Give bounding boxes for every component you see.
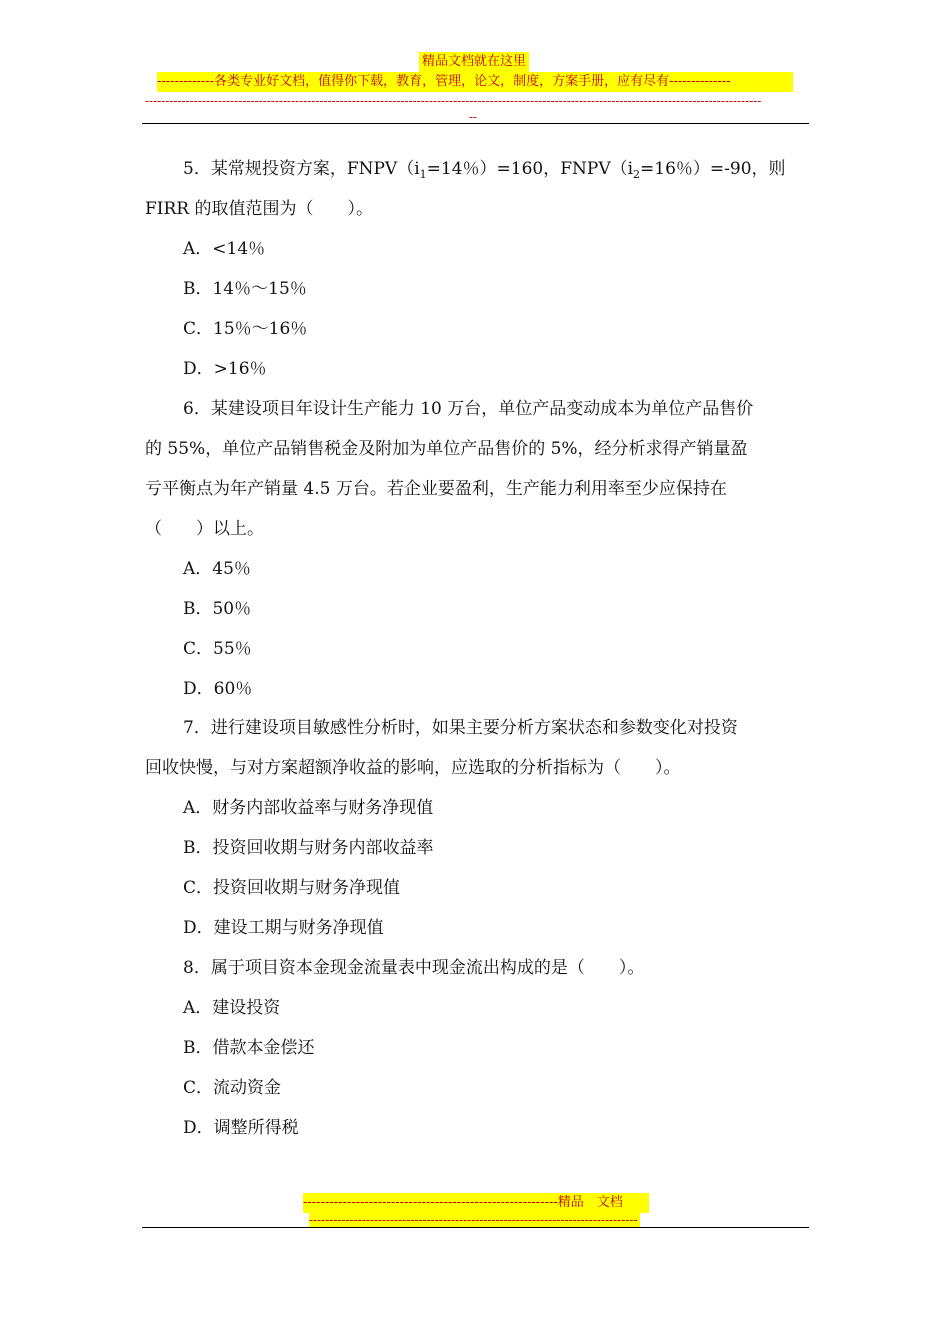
question-5-line-1 bbox=[183, 159, 786, 179]
q5-option-a: A．<14％ bbox=[183, 239, 266, 259]
question-7-line-2: 回收快慢，与对方案超额净收益的影响，应选取的分析指标为（ ）。 bbox=[145, 758, 681, 778]
q5-option-c: C．15％～16％ bbox=[183, 319, 308, 339]
q5-subscript-1: 1 bbox=[419, 168, 427, 181]
footer-rule bbox=[142, 1227, 809, 1228]
footer-banner: ----------------------------------------------------------精品 文档 bbox=[303, 1193, 649, 1213]
question-6-line-2: 的 55%，单位产品销售税金及附加为单位产品售价的 5%，经分析求得产销量盈 bbox=[145, 439, 748, 459]
q6-option-c: C．55％ bbox=[183, 639, 252, 659]
q7-option-b: B．投资回收期与财务内部收益率 bbox=[183, 838, 434, 858]
header-rule bbox=[142, 123, 809, 124]
q5-text-a: 5．某常规投资方案，FNPV（i bbox=[183, 159, 420, 179]
header-dash-tail: -- bbox=[469, 110, 478, 124]
q5-option-b: B．14％～15％ bbox=[183, 279, 307, 299]
q7-option-c: C．投资回收期与财务净现值 bbox=[183, 878, 401, 898]
q7-option-d: D．建设工期与财务净现值 bbox=[183, 918, 384, 938]
q6-option-a: A．45％ bbox=[183, 559, 251, 579]
footer-dash-line: --------------------------------------------------------------------------------- bbox=[309, 1213, 640, 1227]
q7-option-a: A．财务内部收益率与财务净现值 bbox=[183, 798, 434, 818]
question-6-line-1: 6．某建设项目年设计生产能力 10 万台，单位产品变动成本为单位产品售价 bbox=[183, 399, 754, 419]
q6-option-d: D．60％ bbox=[183, 679, 253, 699]
q5-text-b: =14％）=160，FNPV（i bbox=[426, 159, 634, 179]
q8-option-c: C．流动资金 bbox=[183, 1078, 282, 1098]
question-6-line-3: 亏平衡点为年产销量 4.5 万台。若企业要盈利，生产能力利用率至少应保持在 bbox=[145, 479, 727, 499]
question-5-line-2: FIRR 的取值范围为（ ）。 bbox=[145, 199, 374, 219]
q6-option-b: B．50％ bbox=[183, 599, 252, 619]
q5-option-d: D．>16％ bbox=[183, 359, 267, 379]
question-7-line-1: 7．进行建设项目敏感性分析时，如果主要分析方案状态和参数变化对投资 bbox=[183, 718, 738, 738]
header-dash-line: -------------------------------------------------------------------------------------------------------------------------------------------------------- bbox=[145, 94, 762, 108]
header-banner: -------------各类专业好文档，值得你下载，教育，管理，论文，制度，方案手册，应有尽有-------------- bbox=[157, 72, 793, 92]
q5-subscript-2: 2 bbox=[633, 168, 641, 181]
question-6-line-4: （ ）以上。 bbox=[145, 519, 264, 539]
header-title: 精品文档就在这里 bbox=[419, 52, 529, 72]
q8-option-d: D．调整所得税 bbox=[183, 1118, 299, 1138]
q8-option-b: B．借款本金偿还 bbox=[183, 1038, 315, 1058]
q8-option-a: A．建设投资 bbox=[183, 998, 281, 1018]
q5-text-c: =16％）=-90，则 bbox=[640, 159, 786, 179]
question-8-line-1: 8．属于项目资本金现金流量表中现金流出构成的是（ ）。 bbox=[183, 958, 645, 978]
